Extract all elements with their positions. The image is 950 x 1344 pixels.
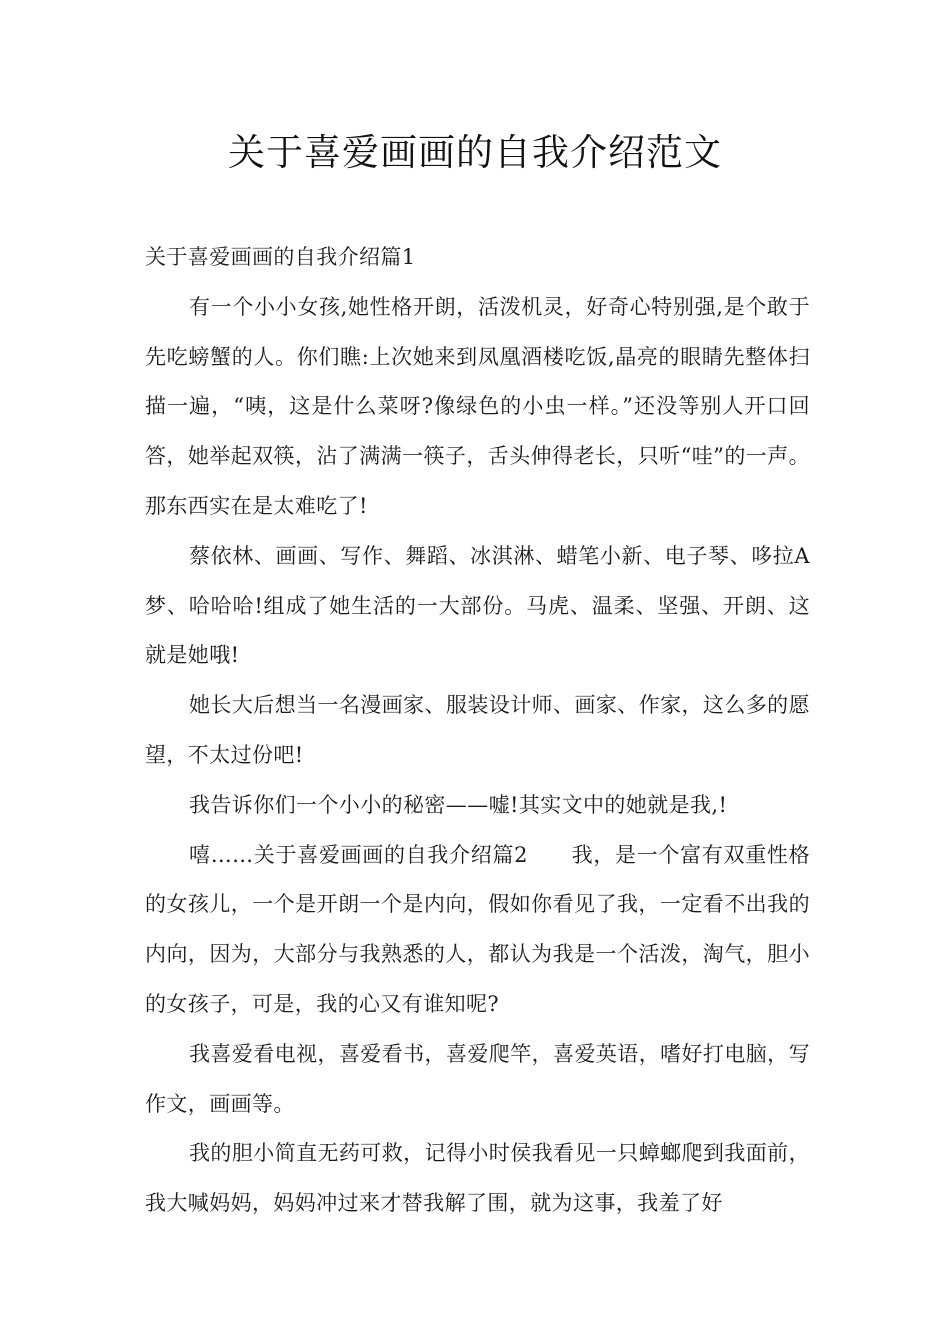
paragraph: 我的胆小简直无药可救，记得小时侯我看见一只蟑螂爬到我面前，我大喊妈妈，妈妈冲过来才替我解了围，就为这事，我羞了好 (145, 1141, 810, 1216)
paragraph: 蔡依林、画画、写作、舞蹈、冰淇淋、蜡笔小新、电子琴、哆拉A梦、哈哈哈!组成了她生活的一大部份。马虎、温柔、坚强、开朗、这就是她哦! (145, 543, 810, 668)
section-heading: 关于喜爱画画的自我介绍篇1 (145, 245, 416, 269)
paragraph: 我告诉你们一个小小的秘密——嘘!其实文中的她就是我,! (189, 792, 728, 817)
paragraph: 有一个小小女孩,她性格开朗，活泼机灵，好奇心特别强,是个敢于先吃螃蟹的人。你们瞧:上次她来到凤凰酒楼吃饭,晶亮的眼睛先整体扫描一遍，“咦，这是什么菜呀?像绿色的小虫一样。”还没等别人开口回答，她举起双筷，沾了满满一筷子，舌头伸得老长，只听“哇”的一声。那东西实在是太难吃了! (145, 294, 810, 518)
paragraph: 她长大后想当一名漫画家、服装设计师、画家、作家，这么多的愿望，不太过份吧! (145, 693, 810, 767)
paragraph: 我喜爱看电视，喜爱看书，喜爱爬竿，喜爱英语，嗜好打电脑，写作文，画画等。 (145, 1041, 810, 1116)
document-title: 关于喜爱画画的自我介绍范文 (228, 131, 722, 174)
paragraph: 嘻……关于喜爱画画的自我介绍篇2 我，是一个富有双重性格的女孩儿，一个是开朗一个是内向，假如你看见了我，一定看不出我的内向，因为，大部分与我熟悉的人，都认为我是一个活泼，淘气，胆小的女孩子，可是，我的心又有谁知呢? (145, 842, 810, 1016)
document-body (145, 233, 810, 1229)
